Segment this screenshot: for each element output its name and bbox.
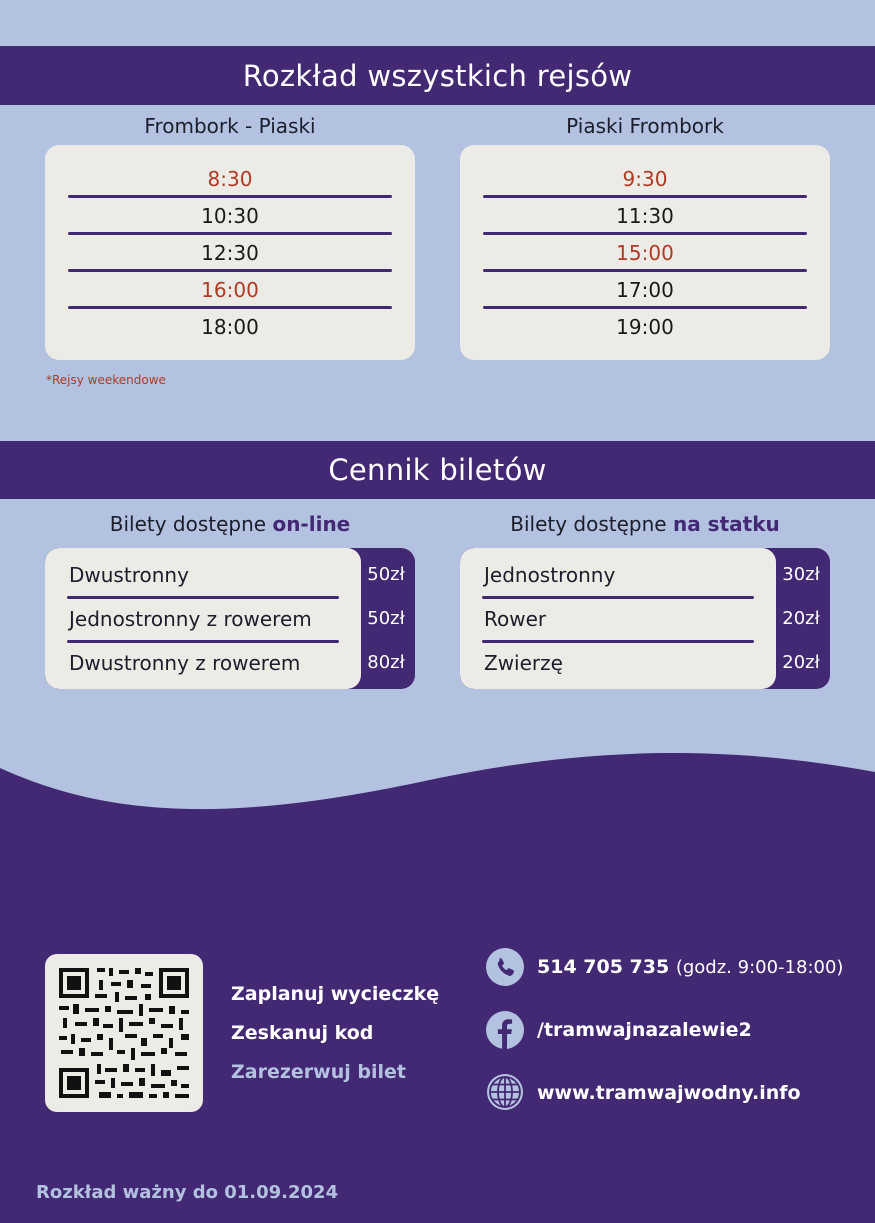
departure-time: 11:30 <box>616 204 674 228</box>
tickets-title-highlight: on-line <box>272 512 351 536</box>
tickets-title-highlight: na statku <box>672 512 780 536</box>
ticket-name: Jednostronny z rowerem <box>69 607 312 631</box>
cta-scan-code: Zeskanuj kod <box>231 1022 374 1044</box>
ticket-price: 20zł <box>782 652 820 673</box>
ticket-name: Jednostronny <box>484 563 616 587</box>
ticket-name: Dwustronny z rowerem <box>69 651 301 675</box>
departure-time: 12:30 <box>201 241 259 265</box>
ticket-name: Zwierzę <box>484 651 563 675</box>
price-row <box>45 641 415 685</box>
route-title-frombork-piaski: Frombork - Piaski <box>144 114 316 138</box>
price-row <box>460 597 830 641</box>
website-link[interactable]: www.tramwajwodny.info <box>537 1082 801 1104</box>
online-price-table <box>45 548 415 689</box>
onboard-tickets-title <box>460 512 830 536</box>
phone-hours: (godz. 9:00-18:00) <box>675 957 844 978</box>
departure-time: 10:30 <box>201 204 259 228</box>
price-row <box>45 553 415 597</box>
departure-time: 17:00 <box>616 278 674 302</box>
tickets-title-prefix: Bilety dostępne <box>510 512 667 536</box>
prices-banner <box>0 441 875 499</box>
price-row <box>460 553 830 597</box>
weekend-note: *Rejsy weekendowe <box>46 373 166 387</box>
qr-code-icon <box>45 954 203 1112</box>
ticket-price: 50zł <box>367 564 405 585</box>
cta-plan-trip: Zaplanuj wycieczkę <box>231 983 440 1005</box>
facebook-handle[interactable]: /tramwajnazalewie2 <box>537 1019 752 1041</box>
departure-time: 8:30 <box>207 167 253 191</box>
validity-note: Rozkład ważny do 01.09.2024 <box>36 1182 339 1203</box>
phone-number[interactable]: 514 705 735 <box>537 956 670 978</box>
ticket-price: 20zł <box>782 608 820 629</box>
onboard-price-table <box>460 548 830 689</box>
ticket-name: Dwustronny <box>69 563 189 587</box>
phone-icon <box>486 948 524 986</box>
timetable-card-piaski-frombork <box>460 145 830 360</box>
facebook-icon <box>486 1011 524 1049</box>
phone-contact <box>537 956 843 978</box>
price-row <box>45 597 415 641</box>
departure-time: 18:00 <box>201 315 259 339</box>
departure-time: 19:00 <box>616 315 674 339</box>
ticket-price: 50zł <box>367 608 405 629</box>
departure-time: 9:30 <box>622 167 668 191</box>
online-tickets-title <box>45 512 415 536</box>
ticket-price: 30zł <box>782 564 820 585</box>
cta-book-ticket: Zarezerwuj bilet <box>231 1061 406 1083</box>
price-row <box>460 641 830 685</box>
ticket-name: Rower <box>484 607 547 631</box>
qr-code <box>45 954 203 1112</box>
departure-time: 15:00 <box>616 241 674 265</box>
tickets-title-prefix: Bilety dostępne <box>109 512 267 536</box>
departure-time: 16:00 <box>201 278 259 302</box>
prices-title: Cennik biletów <box>328 453 547 487</box>
globe-icon <box>486 1073 524 1111</box>
ticket-price: 80zł <box>367 652 405 673</box>
schedule-banner <box>0 46 875 105</box>
schedule-title: Rozkład wszystkich rejsów <box>242 58 633 93</box>
route-title-piaski-frombork: Piaski Frombork <box>566 114 724 138</box>
timetable-card-frombork-piaski <box>45 145 415 360</box>
